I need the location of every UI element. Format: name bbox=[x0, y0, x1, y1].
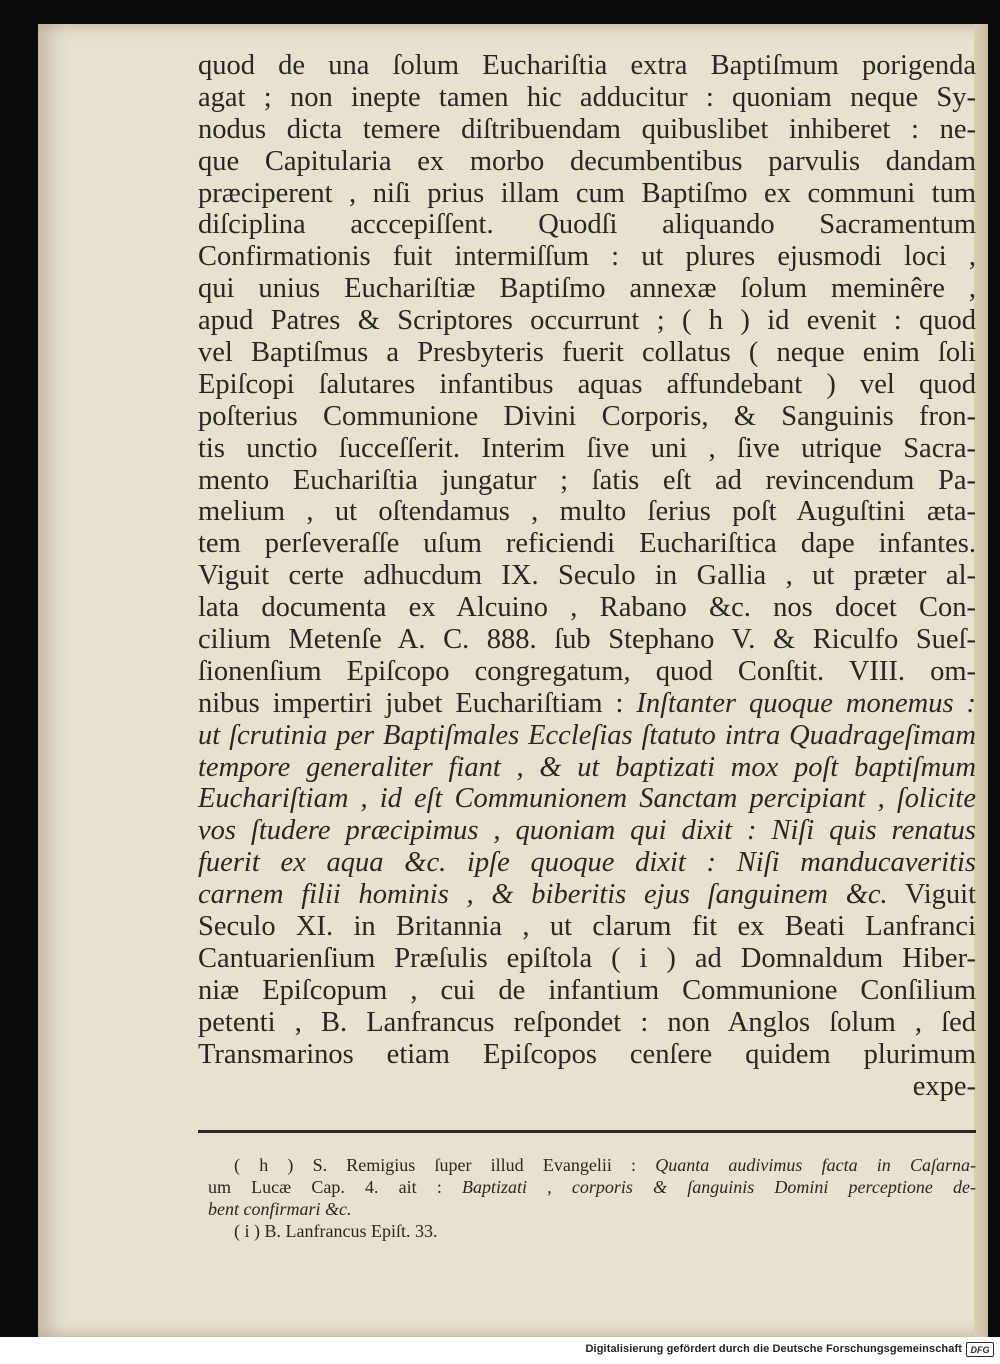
text-line bbox=[198, 1039, 976, 1071]
text-line bbox=[198, 783, 976, 815]
text-line bbox=[198, 847, 976, 879]
text-line-segment: præciperent , niſi prius illam cum Baptiſmo ex communi tum bbox=[198, 177, 976, 209]
footnote-separator bbox=[198, 1128, 976, 1136]
text-line-segment: fuerit ex aqua &c. ipſe quoque dixit : Niſi manducaveritis bbox=[198, 847, 976, 879]
footnote-h-line-2 bbox=[208, 1176, 976, 1198]
text-line-segment: expe- bbox=[912, 1070, 976, 1102]
text-line-segment: Inſtanter quoque monemus : bbox=[636, 687, 977, 719]
text-line bbox=[198, 273, 976, 305]
text-line bbox=[198, 879, 976, 911]
text-line bbox=[198, 752, 976, 784]
text-line-segment: petenti , B. Lanfrancus reſpondet : non Anglos ſolum , ſed bbox=[198, 1006, 976, 1038]
digitization-credit: Digitalisierung gefördert durch die Deutsche Forschungsgemeinschaft bbox=[585, 1343, 962, 1355]
text-line bbox=[198, 975, 976, 1007]
text-line-segment: vel Baptiſmus a Presbyteris fuerit collatus ( neque enim ſoli bbox=[198, 337, 976, 369]
footnote-h-segment: Quanta audivimus facta in Caſarna- bbox=[655, 1155, 977, 1175]
text-line bbox=[198, 688, 976, 720]
text-line bbox=[198, 178, 976, 210]
text-line-segment: tempore generaliter fiant , & ut baptizati mox poſt baptiſmum bbox=[198, 751, 976, 783]
text-line-segment: diſciplina acccepiſſent. Quodſi aliquando Sacramentum bbox=[198, 209, 976, 241]
text-line bbox=[198, 624, 976, 656]
text-line bbox=[198, 911, 976, 943]
text-line-segment: nodus dicta temere diſtribuendam quibuslibet inhiberet : ne- bbox=[198, 113, 976, 145]
main-text-block bbox=[198, 50, 976, 1102]
text-line-segment: que Capitularia ex morbo decumbentibus parvulis dandam bbox=[198, 145, 976, 177]
footnote-h-segment: Baptizati , corporis & ſanguinis Domini perceptione de- bbox=[462, 1177, 976, 1197]
text-line-segment: Transmarinos etiam Epiſcopos cenſere quidem plurimum bbox=[198, 1038, 976, 1070]
text-line-segment: mento Euchariſtia jungatur ; ſatis eſt ad revincendum Pa- bbox=[198, 464, 976, 496]
text-line-segment: nibus impertiri jubet Euchariſtiam : bbox=[198, 687, 637, 719]
book-page bbox=[38, 24, 988, 1337]
text-line bbox=[198, 337, 976, 369]
text-line bbox=[198, 305, 976, 337]
text-line-segment: vos ſtudere præcipimus , quoniam qui dixit : Niſi quis renatus bbox=[198, 815, 976, 847]
text-line-segment: tis unctio ſucceſſerit. Interim ſive uni , ſive utrique Sacra- bbox=[198, 432, 976, 464]
footer-bar bbox=[0, 1337, 1000, 1364]
footnote-h-segment: um bbox=[208, 1177, 252, 1197]
text-line bbox=[198, 720, 976, 752]
text-line bbox=[198, 209, 976, 241]
text-line-segment: tem perſeveraſſe uſum reficiendi Euchariſtica dape infantes. bbox=[198, 528, 976, 560]
text-line-segment: Confirmationis fuit intermiſſum : ut plures ejusmodi loci , bbox=[198, 241, 976, 273]
text-line-segment: Euchariſtiam , id eſt Communionem Sanctam percipiant , ſolicite bbox=[198, 783, 976, 815]
text-line-segment: quod de una ſolum Euchariſtia extra Baptiſmum porigenda bbox=[198, 50, 976, 81]
text-line bbox=[198, 369, 976, 401]
text-line-segment: Seculo XI. in Britannia , ut clarum fit ex Beati Lanfranci bbox=[198, 911, 976, 943]
footnotes-block bbox=[208, 1154, 976, 1242]
text-line-segment: ut ſcrutinia per Baptiſmales Eccleſias ſtatuto intra Quadrageſimam bbox=[198, 719, 976, 751]
text-line bbox=[198, 592, 976, 624]
text-line bbox=[198, 82, 976, 114]
text-line-segment: Viguit certe adhucdum IX. Seculo in Gallia , ut præter al- bbox=[198, 560, 976, 592]
text-line bbox=[198, 943, 976, 975]
footnote-h-segment: ( h ) S. Remigius ſuper illud Evangelii : bbox=[234, 1155, 656, 1175]
text-line-segment: carnem filii hominis , & biberitis ejus ſanguinem &c. bbox=[198, 879, 888, 911]
text-line bbox=[198, 433, 976, 465]
catchword bbox=[198, 1071, 976, 1103]
footnote-h-line-1 bbox=[208, 1154, 976, 1176]
text-line bbox=[198, 50, 976, 82]
text-line-segment: qui unius Euchariſtiæ Baptiſmo annexæ ſolum meminêre , bbox=[198, 273, 976, 305]
footnote-i-segment: ( i ) B. Lanfrancus Epiſt. 33. bbox=[234, 1221, 438, 1241]
text-line-segment: niæ Epiſcopum , cui de infantium Communione Conſilium bbox=[198, 974, 976, 1006]
text-line bbox=[198, 401, 976, 433]
dfg-logo-icon: DFG bbox=[966, 1342, 994, 1357]
text-line bbox=[198, 656, 976, 688]
footnote-h-segment: bent confirmari &c. bbox=[208, 1199, 352, 1219]
text-line-segment: Cantuarienſium Præſulis epiſtola ( i ) ad Domnaldum Hiber- bbox=[198, 942, 976, 974]
text-line-segment: lata documenta ex Alcuino , Rabano &c. nos docet Con- bbox=[198, 592, 976, 624]
text-line-segment: Epiſcopi ſalutares infantibus aquas affundebant ) vel quod bbox=[198, 368, 976, 400]
page-edge bbox=[974, 24, 988, 1337]
text-line bbox=[198, 496, 976, 528]
text-line-segment: cilium Metenſe A. C. 888. ſub Stephano V. & Riculfo Sueſ- bbox=[198, 624, 976, 656]
footnote-h-line-3 bbox=[208, 1198, 976, 1220]
text-line bbox=[198, 146, 976, 178]
text-line-segment: poſterius Communione Divini Corporis, & Sanguinis fron- bbox=[198, 400, 976, 432]
footnote-i bbox=[208, 1220, 976, 1242]
footnote-h-segment: Lucæ Cap. 4. ait : bbox=[251, 1177, 462, 1197]
text-line-segment: ſionenſium Epiſcopo congregatum, quod Conſtit. VIII. om- bbox=[198, 655, 976, 687]
text-line bbox=[198, 1007, 976, 1039]
text-line bbox=[198, 114, 976, 146]
text-line bbox=[198, 560, 976, 592]
text-line-segment: melium , ut oſtendamus , multo ſerius poſt Auguſtini æta- bbox=[198, 496, 976, 528]
text-line bbox=[198, 528, 976, 560]
text-line-segment: apud Patres & Scriptores occurrunt ; ( h ) id evenit : quod bbox=[198, 305, 976, 337]
text-line-segment: Viguit bbox=[887, 879, 976, 911]
text-line bbox=[198, 465, 976, 497]
text-line-segment: agat ; non inepte tamen hic adducitur : quoniam neque Sy- bbox=[198, 81, 976, 113]
text-line bbox=[198, 241, 976, 273]
text-line bbox=[198, 815, 976, 847]
